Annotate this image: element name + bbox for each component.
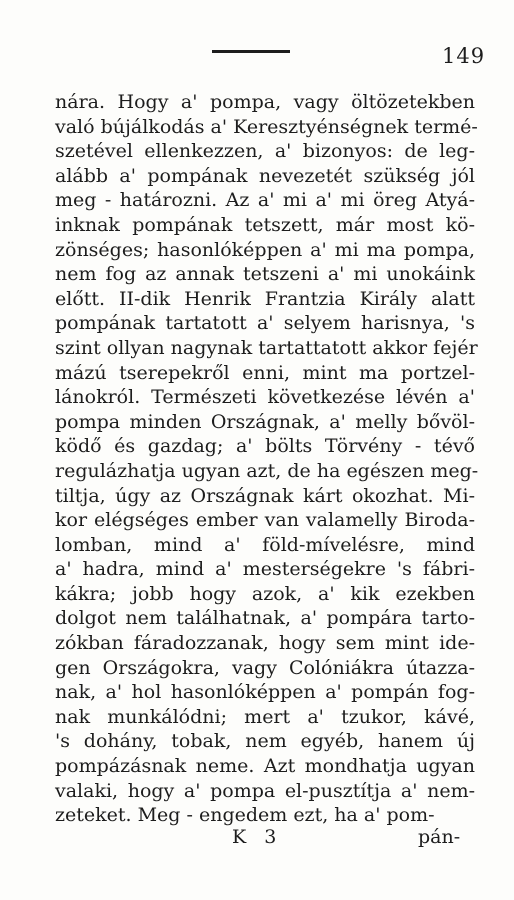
page-number: 149 (442, 44, 486, 68)
text-line: inknak pompának tetszett, már most kö- (55, 213, 475, 236)
text-line: lánokról. Természeti következése lévén a' (55, 386, 475, 409)
text-line: valaki, hogy a' pompa el-pusztítja a' nem- (55, 779, 475, 802)
text-line: ködő és gazdag; a' bölts Törvény - tévő (55, 435, 475, 458)
text-line: mázú tserepekről enni, mint ma portzel- (55, 361, 475, 384)
text-line: kor elégséges ember van valamelly Biroda- (55, 509, 475, 532)
text-line: zönséges; hasonlóképpen a' mi ma pompa, (55, 238, 475, 261)
text-line: nára. Hogy a' pompa, vagy öltözetekben (55, 91, 475, 113)
text-line: a' hadra, mind a' mesterségekre 's fábri- (55, 558, 475, 581)
text-line: kákra; jobb hogy azok, a' kik ezekben (55, 582, 475, 605)
text-line: nem fog az annak tetszeni a' mi unokáink (55, 263, 475, 286)
text-line: gen Országokra, vagy Colóniákra útazza- (55, 656, 475, 679)
text-line: tiltja, úgy az Országnak kárt okozhat. Mi- (55, 484, 475, 507)
text-line: lomban, mind a' föld-mívelésre, mind (55, 533, 475, 556)
text-line: zókban fáradozzanak, hogy sem mint ide- (55, 632, 475, 655)
text-line: 's dohány, tobak, nem egyéb, hanem új (55, 730, 475, 753)
text-line: nak munkálódni; mert a' tzukor, kávé, (55, 705, 475, 728)
text-line: pompa minden Országnak, a' melly bővöl- (55, 410, 475, 433)
text-line: zeteket. Meg - engedem ezt, ha a' pom- (55, 804, 435, 827)
text-line: alább a' pompának nevezetét szükség jól (55, 164, 475, 187)
text-line: előtt. II-dik Henrik Frantzia Király alatt (55, 287, 475, 310)
catchword: pán- (418, 826, 461, 848)
text-line: regulázhatja ugyan azt, de ha egészen meg- (55, 459, 479, 482)
body-text (55, 90, 479, 828)
text-line: pompának tartatott a' selyem harisnya, 's (55, 312, 475, 335)
text-line: szetével ellenkezzen, a' bizonyos: de leg- (55, 140, 475, 163)
text-line: nak, a' hol hasonlóképpen a' pompán fog- (55, 681, 475, 704)
text-line: dolgot nem találhatnak, a' pompára tarto- (55, 607, 475, 630)
signature-mark: K 3 (232, 826, 283, 848)
text-line: meg - határozni. Az a' mi a' mi öreg Atyá- (55, 189, 475, 212)
page-footer (0, 826, 514, 854)
text-line: pompázásnak neme. Azt mondhatja ugyan (55, 755, 475, 778)
header-rule (212, 50, 290, 53)
text-line: szint ollyan nagynak tartattatott akkor fejér (55, 336, 478, 359)
text-line: való bújálkodás a' Keresztyénségnek termé- (55, 115, 478, 138)
